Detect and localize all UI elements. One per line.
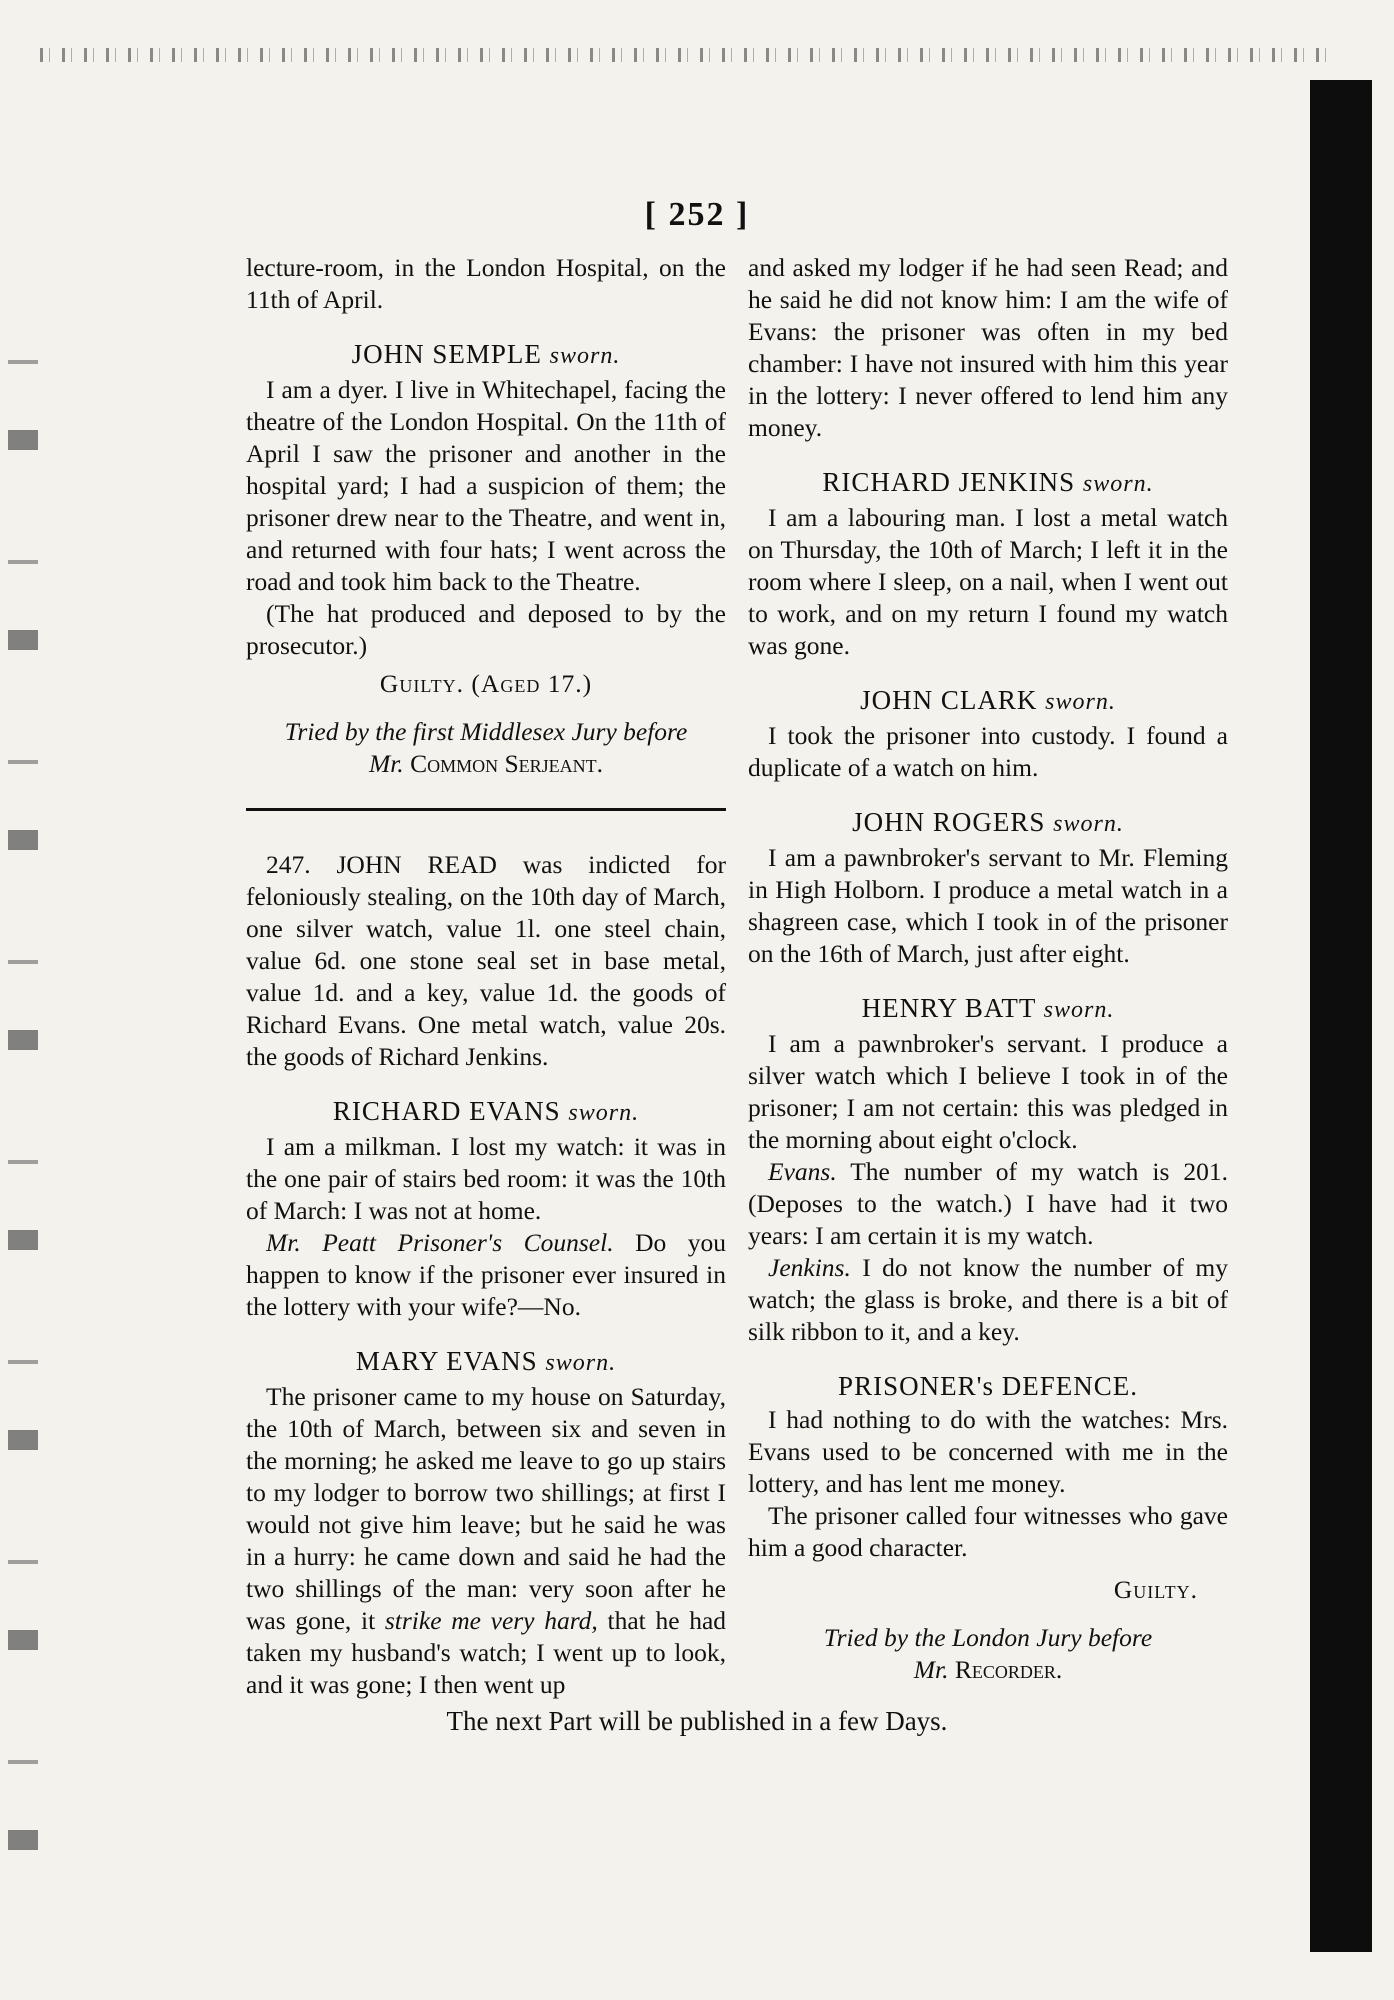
speaker-text: I do not know the number of my watch; the glass is broke, and there is a bit of silk ribbon to it, and a key. bbox=[748, 1253, 1229, 1346]
witness-name: HENRY BATT bbox=[861, 993, 1036, 1023]
witness-heading-batt bbox=[748, 992, 1228, 1026]
tried-line: Tried by the London Jury before bbox=[823, 1623, 1153, 1652]
defence-heading: PRISONER's DEFENCE. bbox=[838, 1371, 1138, 1401]
sworn-label: sworn. bbox=[1053, 811, 1124, 837]
speaker-label: Jenkins. bbox=[768, 1253, 851, 1282]
testimony-evans-recall bbox=[748, 1156, 1228, 1252]
page-number: [ 252 ] bbox=[644, 196, 750, 233]
counsel-text: Do you happen to know if the prisoner ever insured in the lottery with your wife?—No. bbox=[246, 1228, 726, 1321]
testimony-batt: I am a pawnbroker's servant. I produce a silver watch which I believe I took in of the prisoner; I am not certain: this was pledged in the morning about eight o'clock. bbox=[748, 1029, 1228, 1154]
scan-top-edge bbox=[40, 48, 1330, 62]
sworn-label: sworn. bbox=[1045, 689, 1116, 715]
tried-mr: Mr. bbox=[368, 749, 404, 778]
counsel-label: Mr. Peatt Prisoner's Counsel. bbox=[266, 1228, 614, 1257]
testimony-mary bbox=[246, 1381, 726, 1701]
case-indictment: 247. JOHN READ was indicted for feloniously stealing, on the 10th day of March, one silver watch, value 1l. one steel chain, value 6d. one stone seal set in base metal, value 1d. and a key, value 1d. the goods of Richard Evans. One metal watch, value 20s. the goods of Richard Jenkins. bbox=[246, 850, 726, 1071]
testimony-mary-continued: and asked my lodger if he had seen Read; and he said he did not know him: I am the wife of Evans: the prisoner was often in my bed chamber: I have not insured with him this year in the lottery: I never offered to lend him any money. bbox=[748, 253, 1228, 442]
defence-text: I had nothing to do with the watches: Mrs. Evans used to be concerned with me in the lottery, and has lent me money. bbox=[748, 1405, 1228, 1498]
scan-binding-bar bbox=[1310, 80, 1372, 1952]
sworn-label: sworn. bbox=[1043, 997, 1115, 1023]
verdict-read: Guilty. bbox=[1113, 1575, 1198, 1604]
testimony-clark: I took the prisoner into custody. I found a duplicate of a watch on him. bbox=[748, 721, 1228, 782]
tried-judge: Recorder. bbox=[954, 1655, 1063, 1684]
witness-heading-evans bbox=[246, 1095, 726, 1129]
verdict-semple: Guilty. (Aged 17.) bbox=[379, 669, 593, 698]
left-column bbox=[246, 252, 726, 1701]
witness-heading-clark bbox=[748, 684, 1228, 718]
sworn-label: sworn. bbox=[568, 1100, 640, 1126]
section-divider bbox=[246, 808, 726, 811]
hat-note: (The hat produced and deposed to by the prosecutor.) bbox=[246, 599, 726, 660]
testimony-semple: I am a dyer. I live in Whitechapel, facing the theatre of the London Hospital. On the 11th of April I saw the prisoner and another in the hospital yard; I had a suspicion of them; the prisoner drew near to the Theatre, and went in, and returned with four hats; I went across the road and took him back to the Theatre. bbox=[246, 375, 726, 596]
right-column bbox=[748, 252, 1228, 1686]
testimony-mary-part: that he had taken my husband's watch; I went up to look, and it was gone; I then went up bbox=[246, 1606, 727, 1699]
tried-by-right bbox=[748, 1622, 1228, 1686]
witness-name: RICHARD EVANS bbox=[332, 1096, 561, 1126]
scan-margin-marks bbox=[8, 300, 38, 1860]
witness-name: MARY EVANS bbox=[355, 1346, 538, 1376]
sworn-label: sworn. bbox=[549, 343, 621, 369]
testimony-evans: I am a milkman. I lost my watch: it was in the one pair of stairs bed room: it was the 10th of March: I was not at home. bbox=[246, 1132, 726, 1225]
testimony-jenkins-recall bbox=[748, 1252, 1228, 1348]
sworn-label: sworn. bbox=[545, 1350, 617, 1376]
witness-name: JOHN CLARK bbox=[860, 685, 1038, 715]
witness-heading-rogers bbox=[748, 806, 1228, 840]
testimony-rogers: I am a pawnbroker's servant to Mr. Fleming in High Holborn. I produce a metal watch in a shagreen case, which I took in of the prisoner on the 16th of March, just after eight. bbox=[748, 843, 1228, 968]
sworn-label: sworn. bbox=[1082, 471, 1154, 497]
speaker-label: Evans. bbox=[768, 1157, 837, 1186]
witness-name: JOHN SEMPLE bbox=[351, 339, 542, 369]
testimony-jenkins: I am a labouring man. I lost a metal watch on Thursday, the 10th of March; I left it in the room where I sleep, on a nail, when I went out to work, and on my return I found my watch was gone. bbox=[748, 503, 1228, 660]
witness-heading-jenkins bbox=[748, 466, 1228, 500]
footer-notice: The next Part will be published in a few Days. bbox=[446, 1706, 948, 1736]
witness-name: RICHARD JENKINS bbox=[822, 467, 1076, 497]
tried-judge: Common Serjeant. bbox=[410, 749, 604, 778]
testimony-mary-italic: strike me very hard, bbox=[384, 1606, 598, 1635]
tried-by-left bbox=[246, 716, 726, 780]
witness-name: JOHN ROGERS bbox=[852, 807, 1046, 837]
witnesses-text: The prisoner called four witnesses who gave him a good character. bbox=[748, 1501, 1228, 1562]
witness-heading-mary bbox=[246, 1345, 726, 1379]
counsel-question bbox=[246, 1227, 726, 1323]
intro-text: lecture-room, in the London Hospital, on the 11th of April. bbox=[246, 253, 726, 314]
tried-line: Tried by the first Middlesex Jury before bbox=[284, 717, 688, 746]
testimony-mary-part: The prisoner came to my house on Saturday, the 10th of March, between six and seven in the morning; he asked me leave to go up stairs to my lodger to borrow two shillings; at first I would not give him leave; but he said he was in a hurry: he came down and said he had the two shillings of the man: very soon after he was gone, it bbox=[246, 1382, 726, 1635]
tried-mr: Mr. bbox=[913, 1655, 949, 1684]
witness-heading-semple bbox=[246, 338, 726, 372]
speaker-text: The number of my watch is 201. (Deposes to the watch.) I have had it two years: I am certain it is my watch. bbox=[748, 1157, 1228, 1250]
